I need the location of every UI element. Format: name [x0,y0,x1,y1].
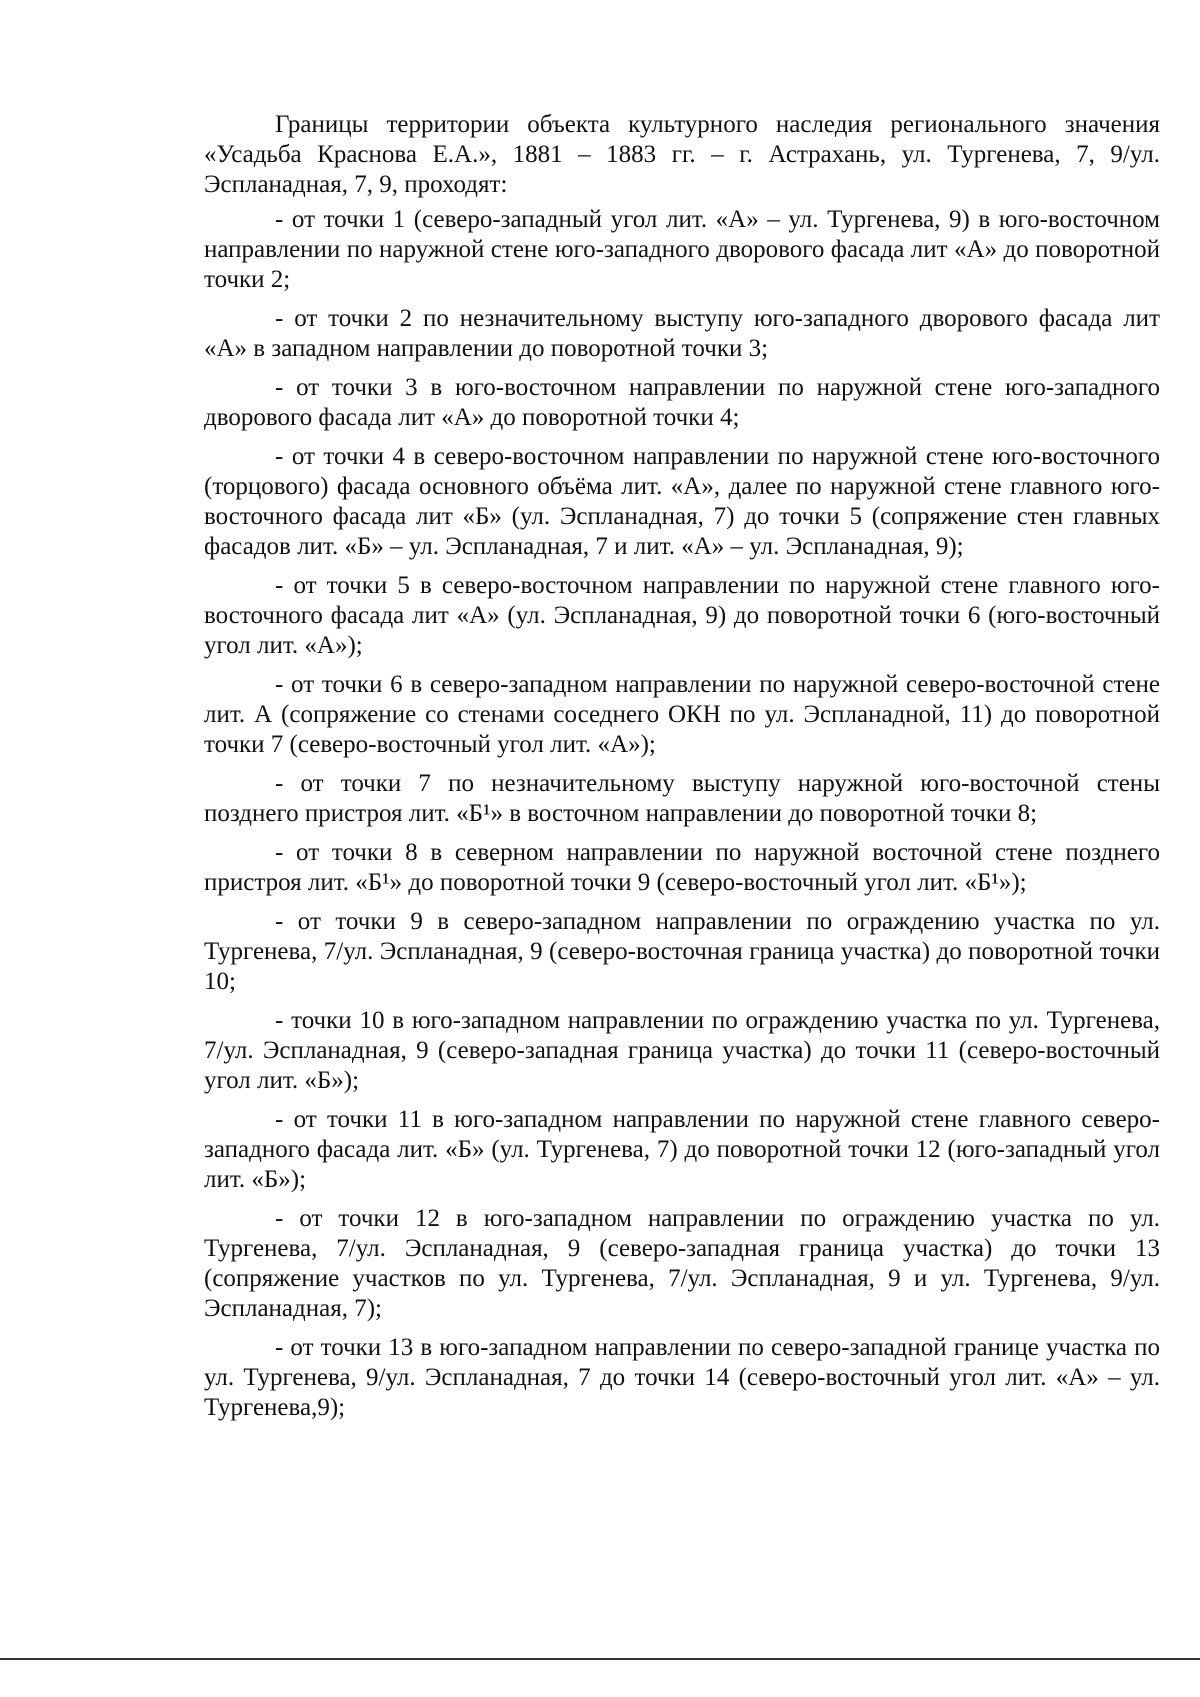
boundary-item-6: - от точки 6 в северо-западном направлении по наружной северо-восточной стене лит. А (сопряжение со стенами соседнего ОКН по ул. Эспланадной, 11) до поворотной точки 7 (северо-восточный угол лит. «А»); [204,671,1160,758]
boundary-item-13: - от точки 13 в юго-западном направлении по северо-западной границе участка по ул. Тургенева, 9/ул. Эспланадная, 7 до точки 14 (северо-восточный угол лит. «А» – ул. Тургенева,9); [204,1334,1160,1421]
boundary-item-9: - от точки 9 в северо-западном направлении по ограждению участка по ул. Тургенева, 7/ул. Эспланадная, 9 (северо-восточная граница участка) до поворотной точки 10; [204,908,1160,995]
intro-paragraph: Границы территории объекта культурного наследия регионального значения «Усадьба Краснова Е.А.», 1881 – 1883 гг. – г. Астрахань, ул. Тургенева, 7, 9/ул. Эспланадная, 7, 9, проходят: [204,111,1160,198]
boundary-item-7: - от точки 7 по незначительному выступу наружной юго-восточной стены позднего пристроя лит. «Б¹» в восточном направлении до поворотной точки 8; [204,770,1160,827]
boundary-item-5: - от точки 5 в северо-восточном направлении по наружной стене главного юго-восточного фасада лит «А» (ул. Эспланадная, 9) до поворотной точки 6 (юго-восточный угол лит. «А»); [204,572,1160,659]
boundary-item-3: - от точки 3 в юго-восточном направлении по наружной стене юго-западного дворового фасада лит «А» до поворотной точки 4; [204,374,1160,431]
boundary-item-12: - от точки 12 в юго-западном направлении по ограждению участка по ул. Тургенева, 7/ул. Эспланадная, 9 (северо-западная граница участка) до точки 13 (сопряжение участков по ул. Тургенева, 7/ул. Эспланадная, 9 и ул. Тургенева, 9/ул. Эспланадная, 7); [204,1205,1160,1322]
boundary-item-4: - от точки 4 в северо-восточном направлении по наружной стене юго-восточного (торцового) фасада основного объёма лит. «А», далее по наружной стене главного юго-восточного фасада лит «Б» (ул. Эспланадная, 7) до точки 5 (сопряжение стен главных фасадов лит. «Б» – ул. Эспланадная, 7 и лит. «А» – ул. Эспланадная, 9); [204,443,1160,560]
boundary-item-11: - от точки 11 в юго-западном направлении по наружной стене главного северо-западного фасада лит. «Б» (ул. Тургенева, 7) до поворотной точки 12 (юго-западный угол лит. «Б»); [204,1106,1160,1193]
boundary-item-10: - точки 10 в юго-западном направлении по ограждению участка по ул. Тургенева, 7/ул. Эспланадная, 9 (северо-западная граница участка) до точки 11 (северо-восточный угол лит. «Б»); [204,1007,1160,1094]
boundary-item-2: - от точки 2 по незначительному выступу юго-западного дворового фасада лит «А» в западном направлении до поворотной точки 3; [204,305,1160,362]
boundary-item-1: - от точки 1 (северо-западный угол лит. «А» – ул. Тургенева, 9) в юго-восточном направлении по наружной стене юго-западного дворового фасада лит «А» до поворотной точки 2; [204,206,1160,293]
document-page [204,110,1160,1432]
page-bottom-rule [0,1658,1200,1660]
boundary-item-8: - от точки 8 в северном направлении по наружной восточной стене позднего пристроя лит. «Б¹» до поворотной точки 9 (северо-восточный угол лит. «Б¹»); [204,839,1160,896]
